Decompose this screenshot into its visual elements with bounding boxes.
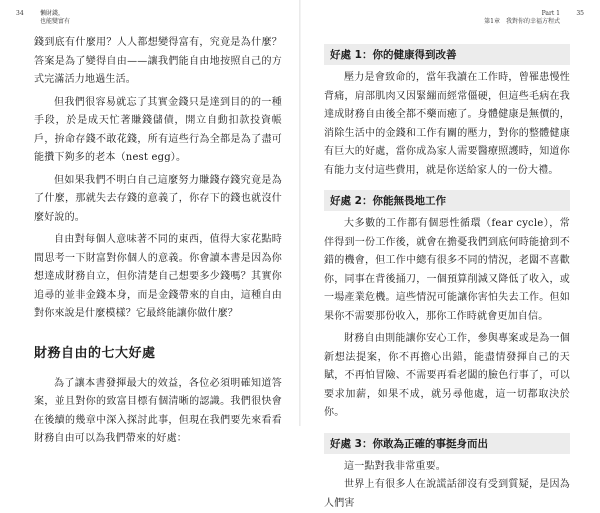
intro-paragraph: 為了讓本書發揮最大的效益，各位必須明確知道答案，並且對你的致富目標有個清晰的認識。我們很快會在後續的幾章中深入探討此事，但現在我們要先來看看財務自由可以為我們帶來的好處：	[34, 377, 282, 444]
body-paragraph: 錢到底有什麼用？人人都想變得富有，究竟是為什麼？答案是為了變得自由——讓我們能自由地按照自己的方式完滿活力地過生活。	[34, 37, 282, 85]
book-title-line2: 也能變富有	[40, 18, 71, 25]
benefit-heading: 好處 1：你的健康得到改善	[324, 44, 570, 65]
body-paragraph: 但如果我們不明白自己這麼努力賺錢存錢究竟是為了什麼，那就失去存錢的意義了，你存下的錢也就沒什麼好說的。	[34, 174, 282, 223]
benefit-paragraph: 財務自由則能讓你安心工作，參與專案或是為一個新想法提案，你不再擔心出錯，能盡情發揮自己的天賦，不再怕冒險、不需要再看老闆的臉色行事了，可以要求加薪，如果不成，就另尋他處，這一切都取決於你。	[324, 333, 570, 418]
left-running-head	[40, 10, 70, 26]
benefit-paragraph: 壓力是會致命的，當年我讀在工作時，曾罹患慢性背痛，肩部肌肉又因緊繃而經常僵硬，但這些毛病在我達成財務自由後全都不藥而癒了。身體健康是無價的，消除生活中的金錢和工作有關的壓力，對你的整體健康有巨大的好處，當你成為家人需要醫療照護時，知道你有能力支付這些費用，就是你送給家人的一份大禮。	[324, 72, 570, 176]
benefit-heading: 好處 2：你能無畏地工作	[324, 190, 570, 211]
benefit-paragraph: 這一點對我非常重要。	[344, 460, 446, 472]
section-heading: 財務自由的七大好處	[34, 345, 156, 361]
right-running-head	[484, 10, 560, 26]
benefit-paragraph: 世界上有很多人在說謊話卻沒有受到質疑，是因為人們害	[324, 479, 570, 509]
left-page	[0, 0, 300, 444]
body-paragraph: 但我們很容易就忘了其實金錢只是達到目的的一種手段，於是成天忙著賺錢儲債，開立自動扣款投資帳戶，拚命存錢不敢花錢，所有這些行為全都是為了盡可能攢下夠多的老本（nest egg）。	[34, 96, 282, 163]
chapter-label: 第1章 我對你的幸福方程式	[484, 18, 560, 25]
right-page	[300, 0, 600, 509]
right-page-number: 35	[576, 10, 584, 17]
left-page-number: 34	[16, 10, 24, 17]
benefit-heading: 好處 3：你敢為正確的事挺身而出	[324, 433, 570, 454]
benefit-paragraph: 大多數的工作都有個惡性循環（fear cycle），常伴得到一份工作後，就會在擔憂我們到底何時能搶到不錯的機會，但工作中總有很多不同的情況，老闆不喜歡你，同事在背後捅刀，一個預算削減又降低了收入，或一場產業危機。這些情況可能讓你害怕失去工作。但如果你不需要那份收入，那你工作時就會更加自信。	[324, 218, 570, 322]
book-title-line1: 懶財錢，	[40, 10, 65, 17]
body-paragraph: 自由對每個人意味著不同的東西，值得大家花點時間思考一下財富對你個人的意義。你會讀本書是因為你想達成財務自立，但你清楚自己想要多少錢嗎？其實你追尋的並非金錢本身，而是金錢帶來的自由，這種自由對你來說是什麼模樣？它最終能讓你做什麼？	[34, 234, 282, 319]
part-label: Part 1	[541, 10, 560, 17]
